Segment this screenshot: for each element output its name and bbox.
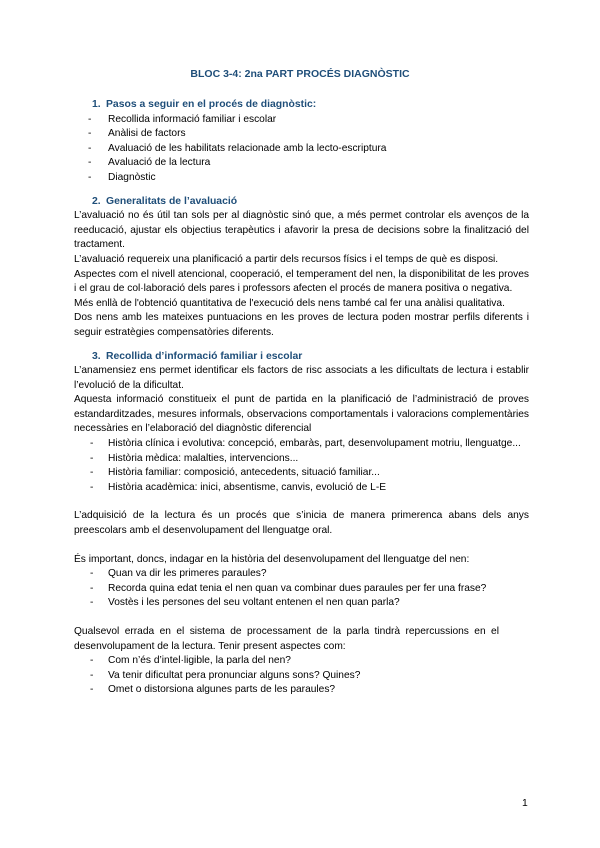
list-item: - Història mèdica: malalties, intervencions... <box>74 452 529 467</box>
paragraph: Més enllà de l'obtenció quantitativa de l'execució dels nens també cal fer una anàlisi qualitativa. <box>74 297 505 309</box>
section-heading-text: Pasos a seguir en el procés de diagnòstic: <box>106 99 317 110</box>
list-item: - Diagnòstic <box>74 171 529 186</box>
section-number: 1. <box>92 99 101 110</box>
list-item: - Anàlisi de factors <box>74 127 529 142</box>
list-item: - Quan va dir les primeres paraules? <box>74 567 529 582</box>
list-item: - Història acadèmica: inici, absentisme, canvis, evolució de L-E <box>74 481 529 496</box>
paragraph: Aquesta informació constitueix el punt de partida en la planificació de l’administració de proves estandarditzades, mesures informals, observacions comportamentals i valoracions complementàries necessàries en l’elaboració del diagnòstic diferencial <box>74 394 529 435</box>
section-heading-information <box>92 350 529 365</box>
list-item: - Vostès i les persones del seu voltant entenen el nen quan parla? <box>74 596 529 611</box>
section-heading-text: Generalitats de l’avaluació <box>106 195 238 207</box>
page-number: 1 <box>522 798 528 809</box>
section-heading-evaluation <box>92 195 529 210</box>
paragraph: L’avaluació no és útil tan sols per al diagnòstic sinó que, a més permet controlar els avenços de la reeducació, ajustar els objectius terapèutics i afavorir la presa de decisions sobre la finalització del tractament. <box>74 210 529 251</box>
section-heading-text: Recollida d’informació familiar i escolar <box>106 350 303 362</box>
paragraph: L’anamensiez ens permet identificar els factors de risc associats a les dificultats de lectura i establir l’evolució de la dificultat. <box>74 365 529 391</box>
paragraph: Dos nens amb les mateixes puntuacions en les proves de lectura poden mostrar perfils diferents i seguir estratègies compensatòries diferents. <box>74 312 529 338</box>
list-item: - Avaluació de la lectura <box>74 156 529 171</box>
list-item: - Com n’és d’intel·ligible, la parla del nen? <box>74 654 529 669</box>
list-item: - Omet o distorsiona algunes parts de les paraules? <box>74 683 529 698</box>
list-item: - Recollida informació familiar i escolar <box>74 113 529 128</box>
paragraph: L’avaluació requereix una planificació a partir dels recursos físics i el temps de què es disposi. <box>74 253 499 265</box>
list-item: - Història familiar: composició, antecedents, situació familiar... <box>74 466 529 481</box>
section-heading-steps <box>92 98 529 113</box>
steps-list <box>74 113 529 186</box>
list-item: - Història clínica i evolutiva: concepció, embaràs, part, desenvolupament motriu, llenguatge... <box>74 437 529 452</box>
list-item: - Recorda quina edat tenia el nen quan va combinar dues paraules per fer una frase? <box>74 582 529 597</box>
page-title: BLOC 3-4: 2na PART PROCÉS DIAGNÒSTIC <box>190 68 410 80</box>
document-body <box>74 98 529 698</box>
list-item: - Va tenir dificultat pera pronunciar alguns sons? Quines? <box>74 669 529 684</box>
paragraph: Qualsevol errada en el sistema de processament de la parla tindrà repercussions en el desenvolupament de la lectura. Tenir present aspectes com: <box>74 626 499 652</box>
section-number: 3. <box>92 350 101 362</box>
list-item: - Avaluació de les habilitats relacionade amb la lecto-escriptura <box>74 142 529 157</box>
section-number: 2. <box>92 195 101 207</box>
paragraph: Aspectes com el nivell atencional, cooperació, el temperament del nen, la disponibilitat de les proves i el grau de col·laboració dels pares i professors afecten el procés de manera positiva o negativa. <box>74 268 529 295</box>
paragraph: És important, doncs, indagar en la història del desenvolupament del llenguatge del nen: <box>74 553 470 565</box>
speech-questions-list <box>74 654 529 698</box>
language-questions-list <box>74 567 529 611</box>
history-list <box>74 437 529 495</box>
paragraph: L’adquisició de la lectura és un procés que s’inicia de manera primerenca abans dels anys preescolars amb el desenvolupament del llenguatge oral. <box>74 510 529 537</box>
